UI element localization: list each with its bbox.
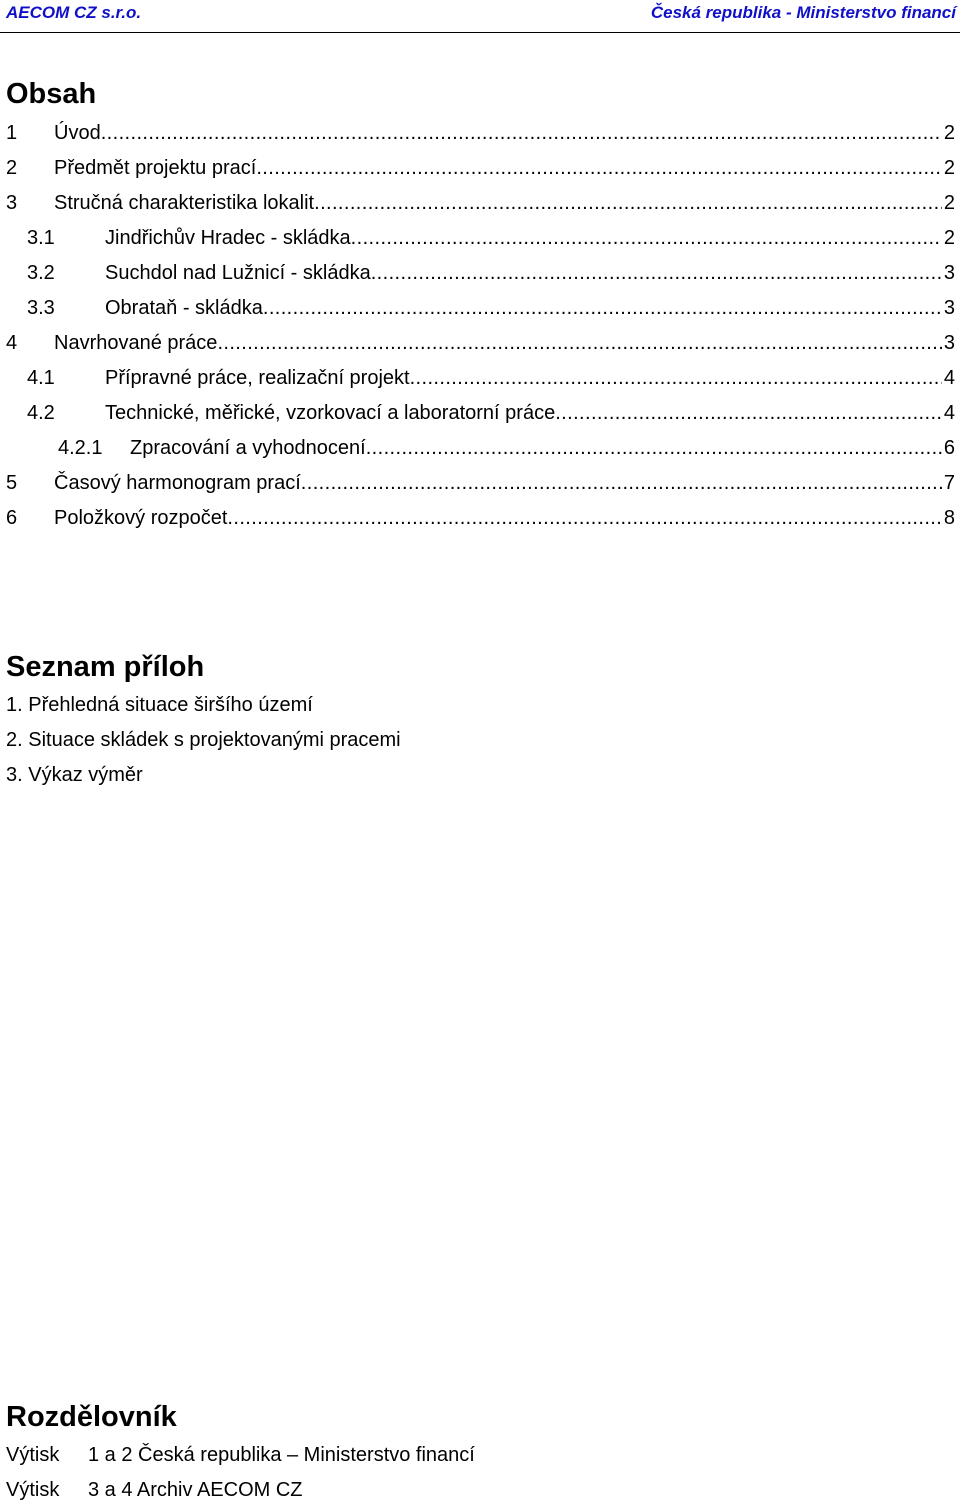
toc-entry[interactable] (6, 155, 955, 190)
distribution-prefix: Výtisk (6, 1479, 60, 1501)
toc-leader (263, 295, 942, 321)
toc-entry[interactable] (6, 120, 955, 155)
toc-number: 3.3 (27, 297, 55, 319)
toc-label: Časový harmonogram prací (54, 472, 301, 494)
toc-leader (256, 155, 942, 181)
toc-leader (371, 260, 942, 286)
header-client: Česká republika - Ministerstvo financí (650, 3, 956, 22)
header-company: AECOM CZ s.r.o. (6, 3, 142, 22)
toc-page: 4 (943, 367, 955, 389)
toc-label: Obrataň - skládka (105, 297, 263, 319)
toc-leader (101, 120, 942, 146)
toc-leader (410, 365, 942, 391)
toc-number: 2 (6, 157, 18, 179)
toc-label: Jindřichův Hradec - skládka (105, 227, 351, 249)
toc-leader (314, 190, 942, 216)
attachments-list (6, 692, 401, 797)
toc-entry[interactable] (6, 190, 955, 225)
toc-entry[interactable] (6, 470, 955, 505)
toc-leader (555, 400, 942, 426)
toc-label: Stručná charakteristika lokalit (54, 192, 315, 214)
toc-number: 5 (6, 472, 18, 494)
toc-page: 6 (943, 437, 955, 459)
toc-entry[interactable] (6, 505, 955, 540)
toc-number: 4 (6, 332, 18, 354)
toc-number: 4.1 (27, 367, 55, 389)
toc-number: 4.2.1 (58, 437, 103, 459)
toc-number: 4.2 (27, 402, 55, 424)
toc-page: 3 (943, 297, 955, 319)
toc-label: Přípravné práce, realizační projekt (105, 367, 410, 389)
distribution-title: Rozdělovník (6, 1401, 177, 1433)
toc-page: 3 (943, 262, 955, 284)
toc-leader (366, 435, 942, 461)
toc-entry[interactable] (6, 225, 955, 260)
distribution-item (6, 1442, 475, 1477)
toc-page: 2 (943, 192, 955, 214)
toc-entry[interactable] (6, 330, 955, 365)
toc-number: 6 (6, 507, 18, 529)
distribution-list (6, 1442, 475, 1512)
toc-entry[interactable] (6, 435, 955, 470)
toc-leader (351, 225, 942, 251)
distribution-item (6, 1477, 475, 1512)
distribution-prefix: Výtisk (6, 1444, 60, 1466)
toc-number: 3.2 (27, 262, 55, 284)
toc-page: 4 (943, 402, 955, 424)
toc-number: 3 (6, 192, 18, 214)
toc-label: Suchdol nad Lužnicí - skládka (105, 262, 371, 284)
page-header (0, 0, 960, 33)
toc-entry[interactable] (6, 365, 955, 400)
attachment-item: 2. Situace skládek s projektovanými pracemi (6, 729, 401, 751)
toc-page: 2 (943, 227, 955, 249)
toc-page: 8 (943, 507, 955, 529)
toc-entry[interactable] (6, 400, 955, 435)
toc-entry[interactable] (6, 260, 955, 295)
toc-label: Předmět projektu prací (54, 157, 257, 179)
distribution-text: 3 a 4 Archiv AECOM CZ (88, 1479, 303, 1501)
attachment-item: 3. Výkaz výměr (6, 764, 143, 786)
attachment-item: 1. Přehledná situace širšího území (6, 694, 313, 716)
toc-page: 3 (943, 332, 955, 354)
toc-label: Položkový rozpočet (54, 507, 228, 529)
toc-leader (217, 330, 941, 356)
toc-label: Zpracování a vyhodnocení (130, 437, 366, 459)
toc-leader (301, 470, 942, 496)
toc-leader (227, 505, 941, 531)
toc-title: Obsah (6, 78, 97, 110)
toc-page: 2 (943, 157, 955, 179)
toc-page: 2 (943, 122, 955, 144)
toc-page: 7 (943, 472, 955, 494)
toc-number: 1 (6, 122, 18, 144)
distribution-text: 1 a 2 Česká republika – Ministerstvo financí (88, 1444, 475, 1466)
toc-number: 3.1 (27, 227, 55, 249)
toc-label: Úvod (54, 122, 101, 144)
toc-label: Technické, měřické, vzorkovací a laboratorní práce (105, 402, 556, 424)
attachments-title: Seznam příloh (6, 651, 205, 683)
toc-label: Navrhované práce (54, 332, 218, 354)
table-of-contents (6, 120, 955, 540)
toc-entry[interactable] (6, 295, 955, 330)
